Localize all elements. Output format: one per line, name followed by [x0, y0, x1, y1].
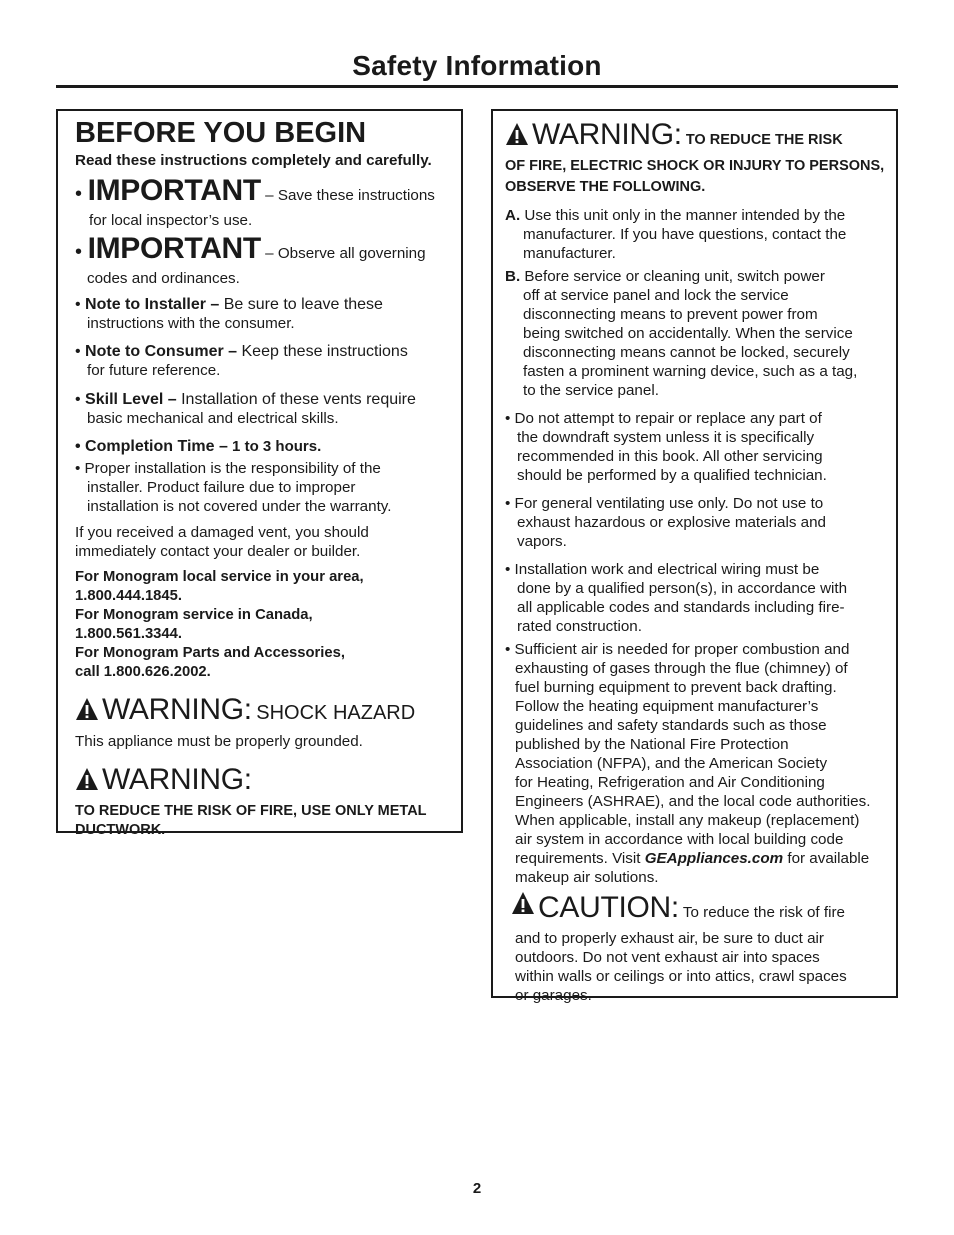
note-to-consumer: • Note to Consumer – Keep these instructions for future reference. [75, 343, 408, 379]
fire-shock-injury-warning: WARNING: TO REDUCE THE RISK OF FIRE, ELECTRIC SHOCK OR INJURY TO PERSONS, OBSERVE THE FOLLOWING. [505, 118, 885, 195]
repair-note: • Do not attempt to repair or replace any part of the downdraft system unless it is specifically recommended in this book. All other servicing should be performed by a qualified technician. [505, 410, 827, 484]
important-observe-codes: • IMPORTANT – Observe all governing codes and ordinances. [75, 232, 426, 287]
item-b: B. Before service or cleaning unit, switch power off at service panel and lock the service disconnecting means to prevent power from being switched on accidentally. When the service disconnecting means cannot be locked, securely fasten a prominent warning device, such as a tag, to the service panel. [505, 268, 858, 399]
metal-ductwork-warning: WARNING: TO REDUCE THE RISK OF FIRE, USE ONLY METAL DUCTWORK. [75, 763, 427, 838]
caution-label: CAUTION: [538, 891, 679, 924]
title-divider [56, 85, 898, 88]
skill-level: • Skill Level – Installation of these vents require basic mechanical and electrical skills. [75, 391, 416, 427]
service-contacts: For Monogram local service in your area, 1.800.444.1845. For Monogram service in Canada, 1.800.561.3344. For Monogram Parts and Accessories, call 1.800.626.2002. [75, 569, 364, 680]
caution-triangle-icon [511, 891, 535, 915]
important-save-instructions: • IMPORTANT – Save these instructions for local inspector’s use. [75, 174, 435, 229]
shock-hazard-warning: WARNING: SHOCK HAZARD This appliance must be properly grounded. [75, 693, 416, 750]
important-label: IMPORTANT [87, 232, 261, 265]
warning-triangle-icon [505, 122, 529, 146]
note-to-installer: • Note to Installer – Be sure to leave these instructions with the consumer. [75, 296, 383, 332]
page-title: Safety Information [352, 50, 602, 81]
ge-appliances-link[interactable]: GEAppliances.com [644, 850, 784, 867]
damaged-vent-note: If you received a damaged vent, you should immediately contact your dealer or builder. [75, 524, 369, 560]
installation-work-note: • Installation work and electrical wiring must be done by a qualified person(s), in accordance with all applicable codes and standards including fire- rated construction. [505, 561, 848, 635]
important-label: IMPORTANT [87, 174, 261, 207]
warning-triangle-icon [75, 697, 99, 721]
page-number: 2 [472, 1180, 482, 1197]
safety-warnings-box [491, 109, 898, 1004]
proper-installation-note: • Proper installation is the responsibility of the installer. Product failure due to improper installation is not covered under the warranty. [75, 460, 392, 515]
before-you-begin-subheading: Read these instructions completely and carefully. [75, 152, 432, 169]
ventilating-use-note: • For general ventilating use only. Do not use to exhaust hazardous or explosive materials and vapors. [505, 495, 826, 550]
before-you-begin-heading: BEFORE YOU BEGIN [75, 117, 367, 149]
combustion-air-note: • Sufficient air is needed for proper combustion and exhausting of gases through the flue (chimney) of fuel burning equipment to prevent back drafting. Follow the heating equipment manufacturer’s guidelines and safety standards such as those published by the National Fire Protection Association (NFPA), and the American Society for Heating, Refrigeration and Air Conditioning Engineers (ASHRAE), and the local code authorities. When applicable, install any makeup (replacement) air system in accordance with local building code requirements. Visit GEAppliances.com for available makeup air solutions. [505, 641, 871, 886]
warning-label: WARNING: [532, 118, 682, 151]
warning-triangle-icon [75, 767, 99, 791]
warning-label: WARNING: [102, 693, 252, 726]
before-you-begin-box [56, 109, 463, 838]
completion-time: • Completion Time – 1 to 3 hours. [75, 438, 322, 455]
item-a: A. Use this unit only in the manner intended by the manufacturer. If you have questions, contact the manufacturer. [505, 207, 847, 262]
warning-label: WARNING: [102, 763, 252, 796]
caution-block: CAUTION: To reduce the risk of fire and to properly exhaust air, be sure to duct air outdoors. Do not vent exhaust air into spaces within walls or ceilings or into attics, crawl spaces or garages. [505, 891, 890, 1005]
shock-hazard-label: SHOCK HAZARD [256, 702, 416, 724]
